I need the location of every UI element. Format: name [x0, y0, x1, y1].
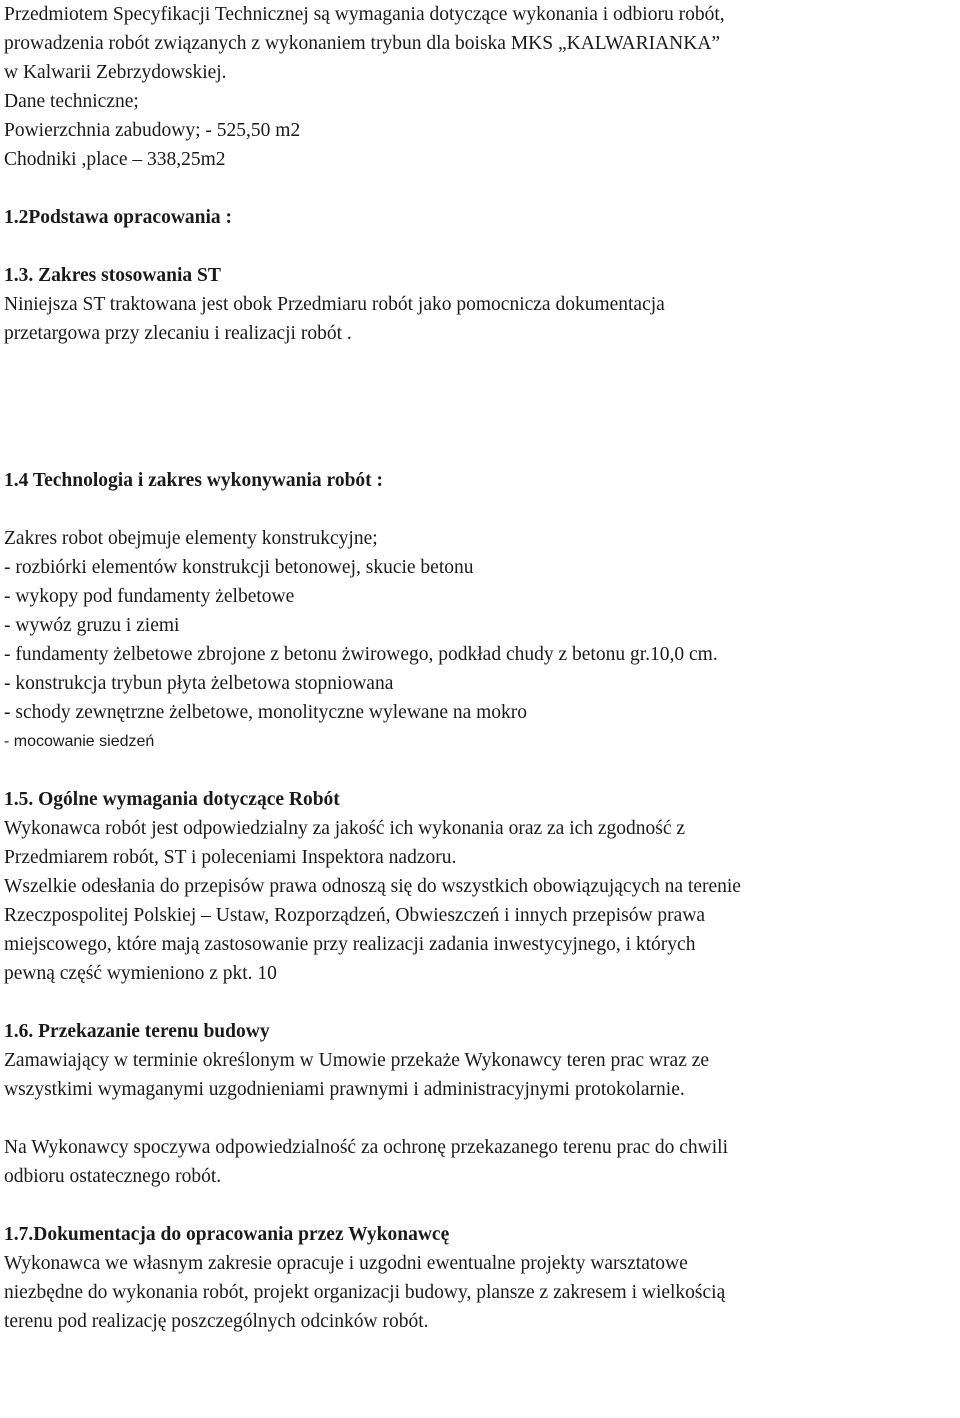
- paragraph-line: odbioru ostatecznego robót.: [4, 1166, 222, 1187]
- section-1-6: [4, 1017, 960, 1191]
- paragraph-line: pewną część wymieniono z pkt. 10: [4, 963, 277, 984]
- section-1-5: [4, 785, 960, 988]
- intro-line: Dane techniczne;: [4, 91, 139, 112]
- section-heading-1-6: 1.6. Przekazanie terenu budowy: [4, 1021, 270, 1042]
- document-page: [4, 0, 960, 1336]
- section-1-4: [4, 466, 960, 756]
- paragraph-line: Niniejsza ST traktowana jest obok Przedmiaru robót jako pomocnicza dokumentacja: [4, 294, 665, 315]
- scope-item: - wywóz gruzu i ziemi: [4, 615, 180, 636]
- scope-item: - mocowanie siedzeń: [4, 733, 155, 750]
- paragraph-line: Przedmiarem robót, ST i poleceniami Inspektora nadzoru.: [4, 847, 457, 868]
- section-heading-1-5: 1.5. Ogólne wymagania dotyczące Robót: [4, 789, 340, 810]
- scope-item: - konstrukcja trybun płyta żelbetowa stopniowana: [4, 673, 394, 694]
- intro-line: Przedmiotem Specyfikacji Technicznej są wymagania dotyczące wykonania i odbioru robót,: [4, 4, 725, 25]
- scope-item: - fundamenty żelbetowe zbrojone z betonu żwirowego, podkład chudy z betonu gr.10,0 cm.: [4, 644, 718, 665]
- intro-block: [4, 0, 960, 174]
- paragraph-line: Zamawiający w terminie określonym w Umowie przekaże Wykonawcy teren prac wraz ze: [4, 1050, 710, 1071]
- paragraph-line: niezbędne do wykonania robót, projekt organizacji budowy, plansze z zakresem i wielkością: [4, 1282, 726, 1303]
- section-heading-1-7: 1.7.Dokumentacja do opracowania przez Wykonawcę: [4, 1224, 450, 1245]
- section-1-7: [4, 1220, 960, 1336]
- paragraph-line: Rzeczpospolitej Polskiej – Ustaw, Rozporządzeń, Obwieszczeń i innych przepisów prawa: [4, 905, 706, 926]
- intro-line: Powierzchnia zabudowy; - 525,50 m2: [4, 120, 301, 141]
- section-heading-1-2: 1.2Podstawa opracowania :: [4, 207, 233, 228]
- scope-intro: Zakres robot obejmuje elementy konstrukcyjne;: [4, 528, 378, 549]
- intro-line: w Kalwarii Zebrzydowskiej.: [4, 62, 227, 83]
- section-heading-1-4: 1.4 Technologia i zakres wykonywania robót :: [4, 470, 384, 491]
- paragraph-line: wszystkimi wymaganymi uzgodnieniami prawnymi i administracyjnymi protokolarnie.: [4, 1079, 685, 1100]
- scope-item: - schody zewnętrzne żelbetowe, monolityczne wylewane na mokro: [4, 702, 528, 723]
- paragraph-line: Wykonawca we własnym zakresie opracuje i uzgodni ewentualne projekty warsztatowe: [4, 1253, 688, 1274]
- paragraph-line: Wszelkie odesłania do przepisów prawa odnoszą się do wszystkich obowiązujących na terenie: [4, 876, 741, 897]
- paragraph-line: Wykonawca robót jest odpowiedzialny za jakość ich wykonania oraz za ich zgodność z: [4, 818, 686, 839]
- section-1-3: [4, 261, 960, 348]
- section-heading-1-3: 1.3. Zakres stosowania ST: [4, 265, 221, 286]
- intro-line: prowadzenia robót związanych z wykonaniem trybun dla boiska MKS „KALWARIANKA”: [4, 33, 721, 54]
- intro-line: Chodniki ,place – 338,25m2: [4, 149, 226, 170]
- scope-item: - rozbiórki elementów konstrukcji betonowej, skucie betonu: [4, 557, 474, 578]
- scope-item: - wykopy pod fundamenty żelbetowe: [4, 586, 295, 607]
- paragraph-line: miejscowego, które mają zastosowanie przy realizacji zadania inwestycyjnego, i których: [4, 934, 696, 955]
- paragraph-line: przetargowa przy zlecaniu i realizacji robót .: [4, 323, 352, 344]
- paragraph-line: terenu pod realizację poszczególnych odcinków robót.: [4, 1311, 429, 1332]
- paragraph-line: Na Wykonawcy spoczywa odpowiedzialność za ochronę przekazanego terenu prac do chwili: [4, 1137, 728, 1158]
